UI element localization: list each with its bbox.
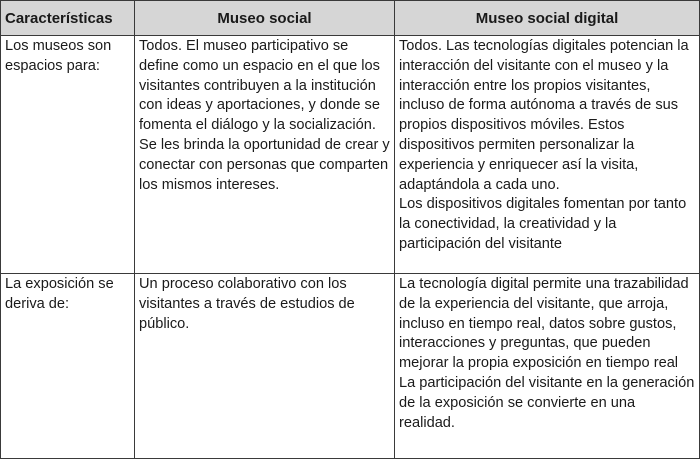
cell-paragraph: La tecnología digital permite una trazabilidad de la experiencia del visitante, que arroja, incluso en tiempo real, datos sobre gustos, interacciones y preguntas, que pueden mejorar la propia exposición en tiempo real	[399, 276, 689, 372]
header-caracteristicas: Características	[1, 1, 135, 36]
row-label: La exposición se deriva de:	[1, 274, 135, 459]
cell-paragraph: La participación del visitante en la generación de la exposición se convierte en una realidad.	[399, 374, 695, 431]
header-museo-social-digital: Museo social digital	[395, 1, 700, 36]
cell-paragraph: Los dispositivos digitales fomentan por tanto la conectividad, la creatividad y la participación del visitante	[399, 196, 687, 252]
museo-social-digital-cell	[395, 36, 700, 274]
header-museo-social: Museo social	[135, 1, 395, 36]
museo-social-digital-cell	[395, 274, 700, 459]
museo-social-cell: Un proceso colaborativo con los visitantes a través de estudios de público.	[135, 274, 395, 459]
row-label: Los museos son espacios para:	[1, 36, 135, 274]
cell-paragraph: Todos. Las tecnologías digitales potencian la interacción del visitante con el museo y la interacción entre los propios visitantes, incluso de forma autónoma a través de sus propios dispositivos móviles. Estos dispositivos permiten personalizar la experiencia y enriquecer así la visita, adaptándola a cada uno.	[399, 38, 689, 193]
header-row	[1, 1, 700, 36]
table-row	[1, 274, 700, 459]
table-row	[1, 36, 700, 274]
museo-social-cell: Todos. El museo participativo se define como un espacio en el que los visitantes contribuyen a la institución con ideas y aportaciones, y donde se fomenta el diálogo y la socialización. Se les brinda la oportunidad de crear y conectar con personas que comparten los mismos intereses.	[135, 36, 395, 274]
